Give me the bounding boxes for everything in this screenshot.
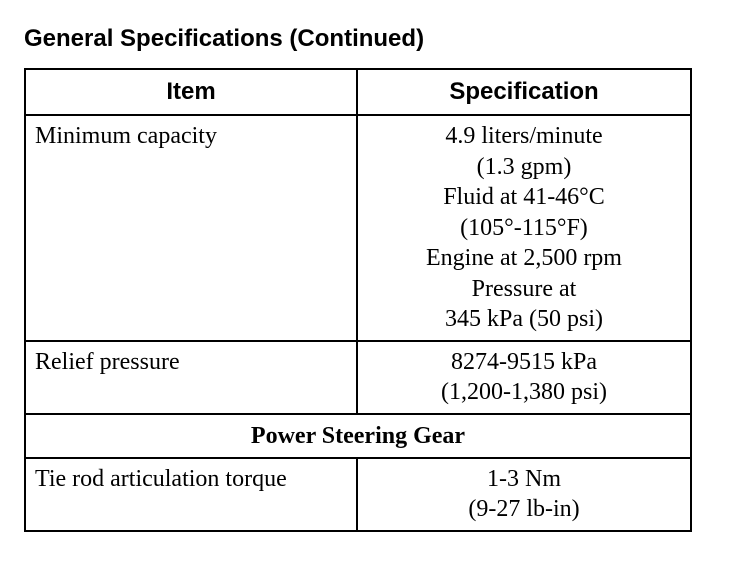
specification-cell (357, 458, 691, 531)
section-row (25, 414, 691, 458)
specification-cell (357, 341, 691, 414)
spec-line: Fluid at 41-46°C (443, 184, 605, 210)
specifications-table (24, 68, 692, 532)
table-row-relief-pressure (25, 341, 691, 414)
item-cell: Relief pressure (25, 341, 357, 414)
column-header-specification: Specification (357, 69, 691, 115)
spec-line: Engine at 2,500 rpm (426, 245, 622, 271)
item-cell: Tie rod articulation torque (25, 458, 357, 531)
spec-line: 345 kPa (50 psi) (445, 306, 603, 332)
spec-line: (9-27 lb-in) (468, 496, 580, 522)
table-row-minimum-capacity (25, 115, 691, 341)
header-row (25, 69, 691, 115)
spec-line: (1.3 gpm) (476, 153, 572, 180)
item-cell: Minimum capacity (25, 115, 357, 341)
table-row-tie-rod-articulation-torque (25, 458, 691, 531)
spec-line: 1-3 Nm (487, 465, 561, 492)
spec-line: 8274-9515 kPa (451, 348, 597, 375)
section-heading: Power Steering Gear (25, 414, 691, 458)
spec-line: 4.9 liters/minute (445, 123, 603, 149)
table-header (25, 69, 691, 115)
spec-line: Pressure at (471, 275, 577, 302)
column-header-item: Item (25, 69, 357, 115)
spec-line: (105°-115°F) (460, 214, 588, 241)
specification-cell (357, 115, 691, 341)
table-body (25, 115, 691, 531)
page-title: General Specifications (Continued) (24, 25, 425, 52)
spec-line: (1,200-1,380 psi) (441, 379, 607, 405)
